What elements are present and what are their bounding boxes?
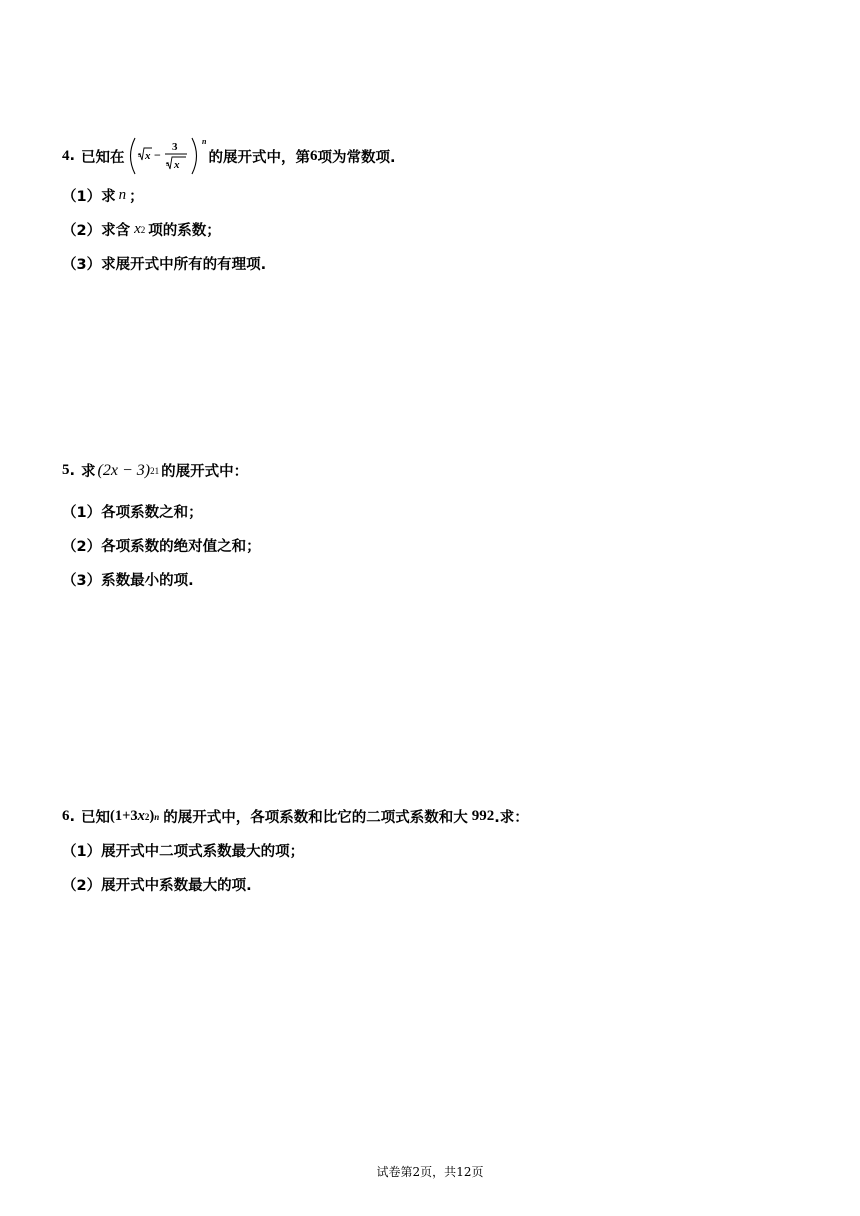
root-index: 3 bbox=[137, 153, 141, 159]
part-text: 求 bbox=[101, 189, 116, 205]
part-text: 展开式中二项式系数最大的项； bbox=[101, 844, 305, 860]
stem-text: 的展开式中： bbox=[161, 464, 249, 480]
part-text: 各项系数的绝对值之和； bbox=[101, 539, 261, 555]
question-5-stem: 5 . 求 (2x − 3) 21 的展开式中： bbox=[62, 461, 249, 480]
stem-text: .求： bbox=[494, 810, 529, 826]
stem-text: 的展开式中，各项系数和比它的二项式系数和大 bbox=[163, 810, 468, 826]
stem-text: 已知在 bbox=[81, 149, 125, 166]
part-label: （3） bbox=[62, 573, 102, 589]
binomial-expression bbox=[125, 132, 209, 180]
expression-open: (1+3 bbox=[110, 808, 138, 824]
radicand-var: x bbox=[144, 150, 151, 162]
stem-text: 求 bbox=[81, 464, 96, 480]
math-variable: n bbox=[118, 187, 127, 203]
stem-text: 项为常数项. bbox=[317, 149, 396, 166]
stem-text: 的展开式中，第 bbox=[208, 149, 311, 166]
question-separator: . bbox=[69, 808, 76, 825]
part-text: 求展开式中所有的有理项. bbox=[101, 257, 267, 273]
part-label: （2） bbox=[62, 539, 102, 555]
question-6-part-1 bbox=[62, 840, 304, 861]
question-4-stem bbox=[62, 132, 396, 180]
footer-text: 页 bbox=[471, 1165, 484, 1179]
part-label: （1） bbox=[62, 189, 102, 205]
part-label: （2） bbox=[62, 878, 102, 894]
denominator-var: x bbox=[173, 159, 180, 171]
part-text: ； bbox=[129, 189, 144, 205]
footer-text: 试卷第 bbox=[376, 1165, 413, 1179]
stem-text: 已知 bbox=[81, 810, 111, 826]
exponent: n bbox=[201, 137, 206, 146]
question-separator: . bbox=[69, 462, 76, 479]
svg-text:−: − bbox=[153, 148, 161, 162]
page-total: 12 bbox=[456, 1165, 472, 1179]
fraction-numerator: 3 bbox=[171, 141, 178, 153]
part-label: （2） bbox=[62, 223, 102, 239]
difference-value: 992 bbox=[471, 808, 495, 824]
binomial-expression: (2x − 3) bbox=[97, 461, 151, 479]
question-6-part-2 bbox=[62, 874, 252, 895]
question-6-stem: 6 . 已知 (1+3 x 2 ) n 的展开式中，各项系数和比它的二项式系数和大 992 .求： bbox=[62, 808, 529, 826]
part-label: （3） bbox=[62, 257, 102, 273]
question-4-part-1 bbox=[62, 185, 144, 206]
expression-close: ) bbox=[149, 808, 155, 824]
question-4-part-3 bbox=[62, 253, 266, 274]
question-5-part-2 bbox=[62, 535, 261, 556]
footer-text: 页，共 bbox=[420, 1165, 457, 1179]
math-variable: x bbox=[134, 221, 141, 237]
question-number: 5 bbox=[62, 462, 70, 478]
part-text: 展开式中系数最大的项. bbox=[101, 878, 252, 894]
denominator-root-index: 3 bbox=[165, 162, 169, 168]
part-label: （1） bbox=[62, 844, 102, 860]
part-text: 求含 bbox=[101, 223, 131, 239]
question-number: 4 bbox=[62, 147, 70, 164]
part-text: 项的系数； bbox=[148, 223, 221, 239]
question-4-part-2: （2） 求含 x 2 项的系数； bbox=[62, 221, 221, 239]
page-number: 2 bbox=[412, 1165, 421, 1179]
expression-var: x bbox=[137, 808, 145, 824]
part-label: （1） bbox=[62, 505, 102, 521]
part-text: 系数最小的项. bbox=[101, 573, 194, 589]
question-5-part-3 bbox=[62, 569, 194, 590]
question-5-part-1 bbox=[62, 501, 203, 522]
question-separator: . bbox=[69, 148, 76, 164]
page-footer bbox=[0, 1163, 860, 1180]
part-text: 各项系数之和； bbox=[101, 505, 203, 521]
question-number: 6 bbox=[62, 808, 70, 824]
term-index: 6 bbox=[310, 147, 318, 164]
